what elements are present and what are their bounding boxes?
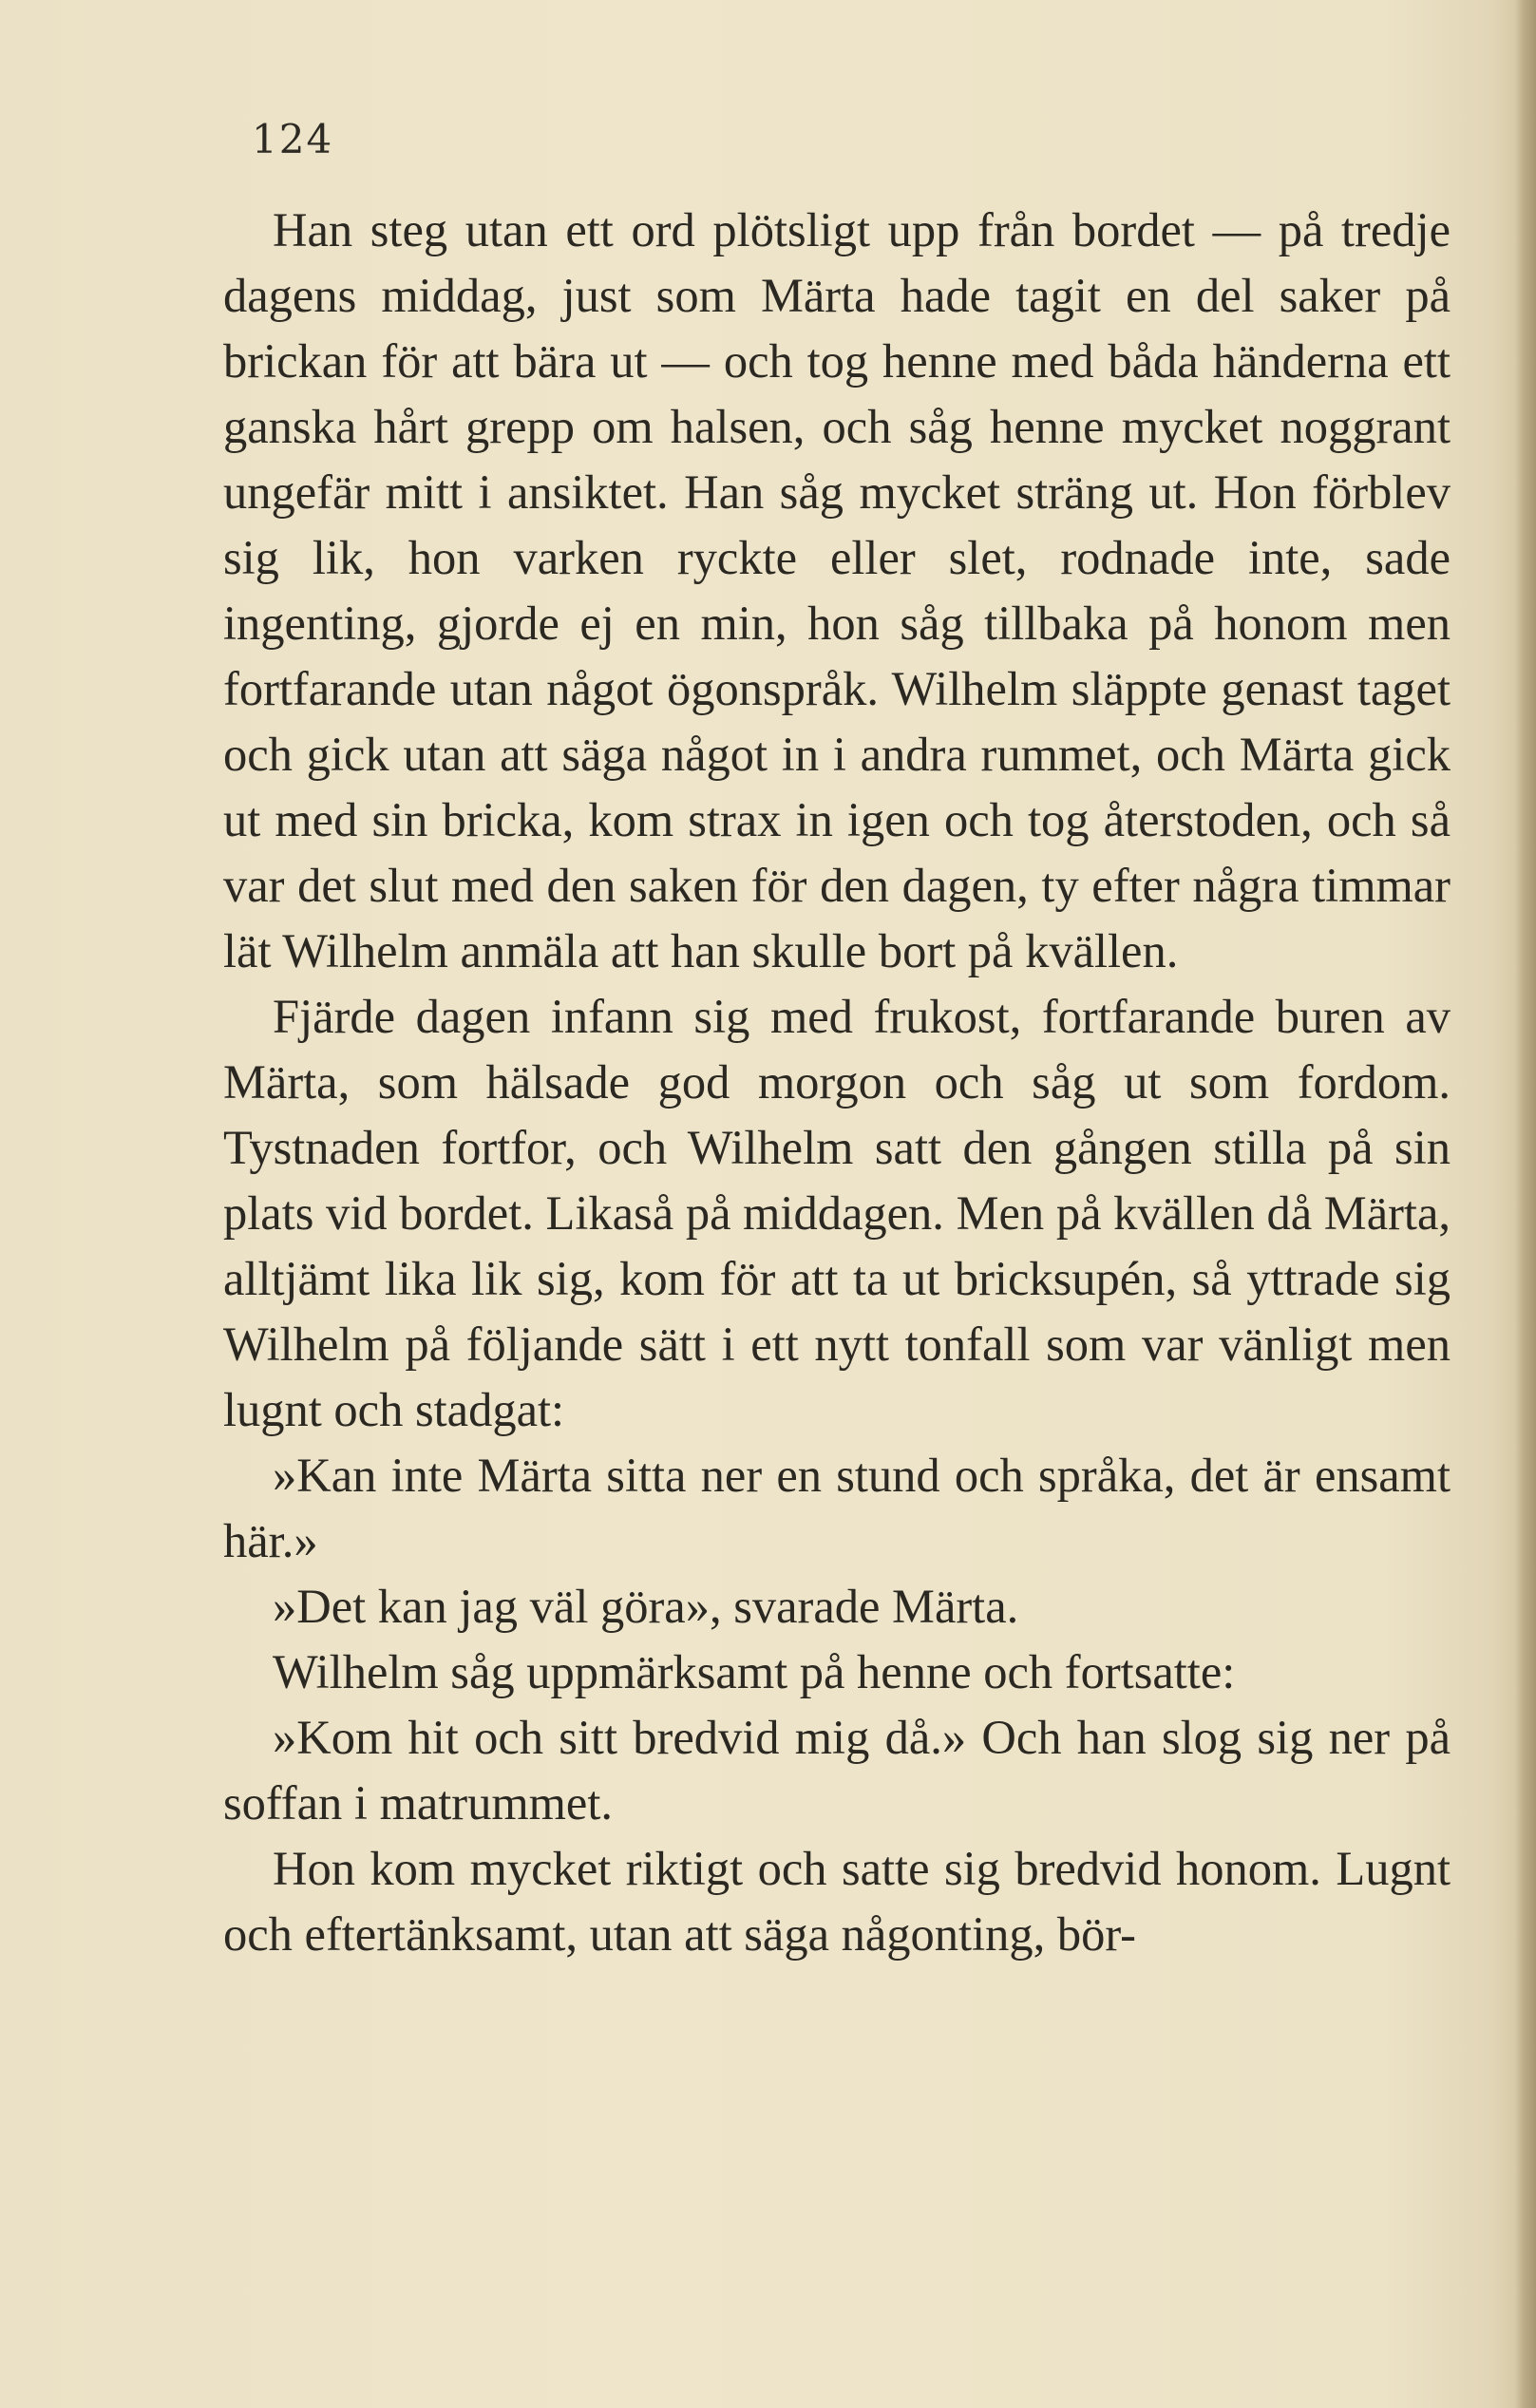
paragraph: Wilhelm såg uppmärksamt på henne och fortsatte: (273, 1645, 1236, 1698)
paragraph: Han steg utan ett ord plötsligt upp från bordet — på tredje dagens middag, just som Märta hade tagit en del saker på brickan för att bära ut — och tog henne med båda händerna ett ganska hårt grepp om halsen, och såg henne mycket noggrant ungefär mitt i ansiktet. Han såg mycket sträng ut. Hon förblev sig lik, hon varken ryckte eller slet, rodnade inte, sade ingenting, gjorde ej en min, hon såg tillbaka på honom men fortfarande utan något ögonspråk. Wilhelm släppte genast taget och gick utan att säga något in i andra rummet, och Märta gick ut med sin bricka, kom strax in igen och tog återstoden, och så var det slut med den saken för den dagen, ty efter några timmar lät Wilhelm anmäla att han skulle bort på kvällen. (223, 203, 1451, 977)
paragraph: Hon kom mycket riktigt och satte sig bredvid honom. Lugnt och eftertänksamt, utan att säga någonting, bör- (223, 1842, 1451, 1961)
body-text (223, 198, 1451, 1967)
page-edge-shadow (1515, 0, 1536, 2408)
paragraph: Fjärde dagen infann sig med frukost, fortfarande buren av Märta, som hälsade god morgon och såg ut som fordom. Tystnaden fortfor, och Wilhelm satt den gången stilla på sin plats vid bordet. Likaså på middagen. Men på kvällen då Märta, alltjämt lika lik sig, kom för att ta ut bricksupén, så yttrade sig Wilhelm på följande sätt i ett nytt tonfall som var vänligt men lugnt och stadgat: (223, 990, 1451, 1436)
paragraph: »Det kan jag väl göra», svarade Märta. (273, 1580, 1019, 1633)
paragraph: »Kan inte Märta sitta ner en stund och språka, det är ensamt här.» (223, 1449, 1451, 1567)
page-number: 124 (252, 116, 334, 162)
paragraph: »Kom hit och sitt bredvid mig då.» Och han slog sig ner på soffan i matrummet. (223, 1711, 1451, 1830)
